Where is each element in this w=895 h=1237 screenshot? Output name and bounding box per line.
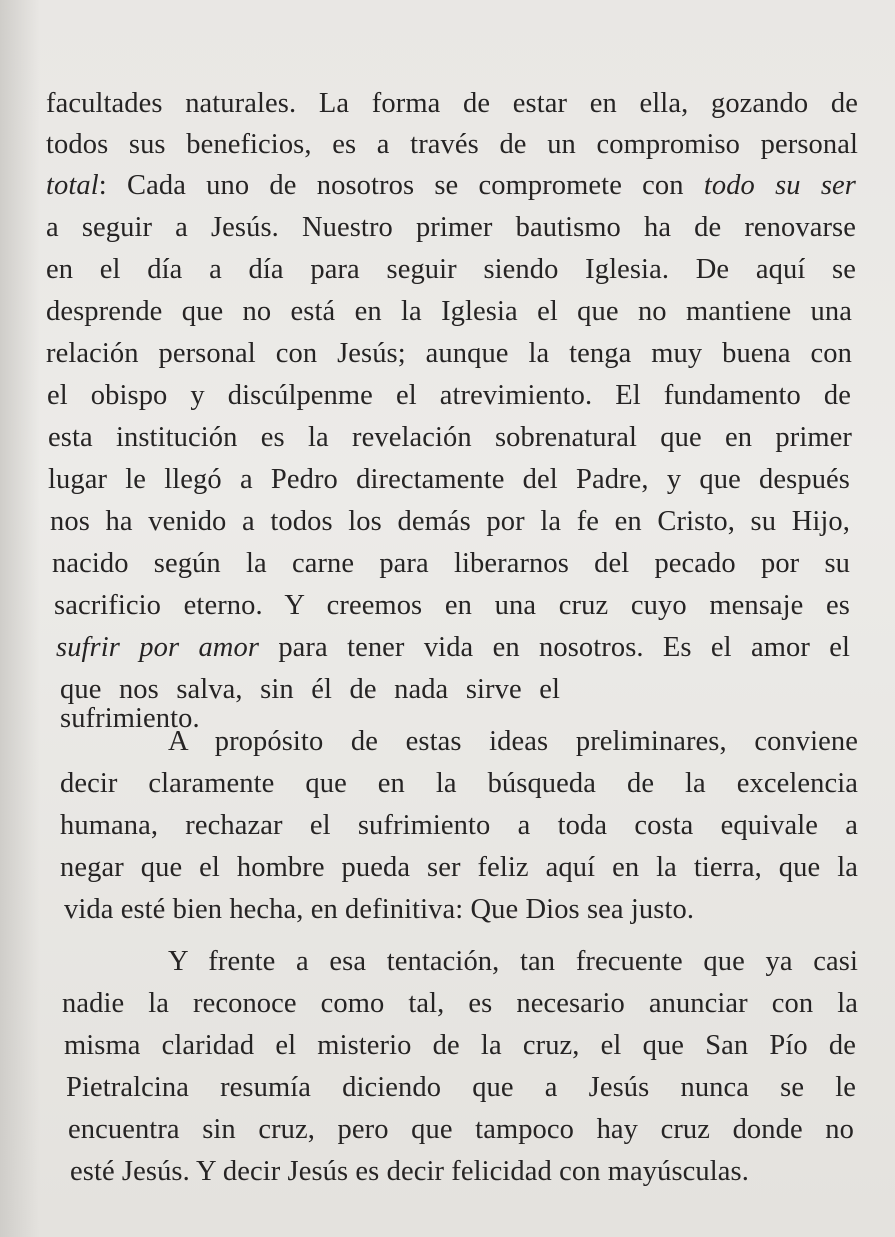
text-line: [60, 770, 858, 804]
text-run: nadie la reconoce como tal, es necesario anunciar con la: [62, 988, 858, 1019]
text-line: [46, 256, 856, 290]
text-line: [168, 728, 858, 762]
text-run: que nos salva, sin él de nada sirve el sufrimiento.: [60, 674, 560, 734]
text-line: [70, 1158, 820, 1192]
text-line: [64, 1032, 856, 1066]
text-run: relación personal con Jesús; aunque la tenga muy buena con: [46, 338, 852, 369]
text-line: [60, 812, 858, 846]
text-line: [46, 131, 858, 165]
italic-text: sufrir por amor: [56, 632, 260, 663]
text-line: [50, 508, 850, 542]
text-run: lugar le llegó a Pedro directamente del Padre, y que después: [48, 464, 850, 495]
text-run: desprende que no está en la Iglesia el que no mantiene una: [46, 296, 852, 327]
text-run: nacido según la carne para liberarnos del pecado por su: [52, 548, 850, 579]
text-run: misma claridad el misterio de la cruz, el que San Pío de: [64, 1030, 856, 1061]
text-run: Y frente a esa tentación, tan frecuente que ya casi: [168, 946, 858, 977]
text-run: nos ha venido a todos los demás por la fe en Cristo, su Hijo,: [50, 506, 850, 537]
text-run: facultades naturales. La forma de estar en ella, gozando de: [46, 88, 858, 119]
text-line: [52, 550, 850, 584]
text-run: para tener vida en nosotros. Es el amor el: [259, 632, 850, 663]
text-line: [64, 896, 744, 930]
text-line: [46, 214, 856, 248]
text-line: [46, 90, 858, 124]
text-line: [68, 1116, 854, 1150]
italic-text: todo su ser: [703, 170, 856, 201]
text-line: [60, 854, 858, 888]
text-line: [46, 340, 852, 374]
text-run: encuentra sin cruz, pero que tampoco hay cruz donde no: [68, 1114, 854, 1145]
text-run: A propósito de estas ideas preliminares, conviene: [168, 726, 858, 757]
text-run: humana, rechazar el sufrimiento a toda costa equivale a: [60, 810, 858, 841]
text-line: [60, 674, 560, 734]
text-run: sacrificio eterno. Y creemos en una cruz cuyo mensaje es: [54, 590, 850, 621]
text-run: a seguir a Jesús. Nuestro primer bautismo ha de renovarse: [46, 212, 856, 243]
text-line: [48, 466, 850, 500]
text-run: esta institución es la revelación sobrenatural que en primer: [48, 422, 852, 453]
italic-text: total: [46, 170, 99, 201]
text-line: [168, 948, 858, 982]
text-run: el obispo y discúlpenme el atrevimiento. El fundamento de: [47, 380, 851, 411]
text-run: esté Jesús. Y decir Jesús es decir felicidad con mayúsculas.: [70, 1156, 749, 1187]
text-run: : Cada uno de nosotros se compromete con: [98, 170, 704, 201]
text-line: [46, 172, 856, 206]
text-run: decir claramente que en la búsqueda de la excelencia: [60, 768, 858, 799]
text-run: negar que el hombre pueda ser feliz aquí en la tierra, que la: [60, 852, 858, 883]
text-line: [47, 382, 851, 416]
text-run: Pietralcina resumía diciendo que a Jesús nunca se le: [66, 1072, 856, 1103]
text-line: [56, 634, 850, 668]
text-run: todos sus beneficios, es a través de un compromiso personal: [46, 129, 858, 160]
text-line: [54, 592, 850, 626]
text-line: [66, 1074, 856, 1108]
text-line: [62, 990, 858, 1024]
text-run: vida esté bien hecha, en definitiva: Que Dios sea justo.: [64, 894, 695, 925]
text-line: [48, 424, 852, 458]
text-line: [46, 298, 852, 332]
text-run: en el día a día para seguir siendo Iglesia. De aquí se: [46, 254, 856, 285]
